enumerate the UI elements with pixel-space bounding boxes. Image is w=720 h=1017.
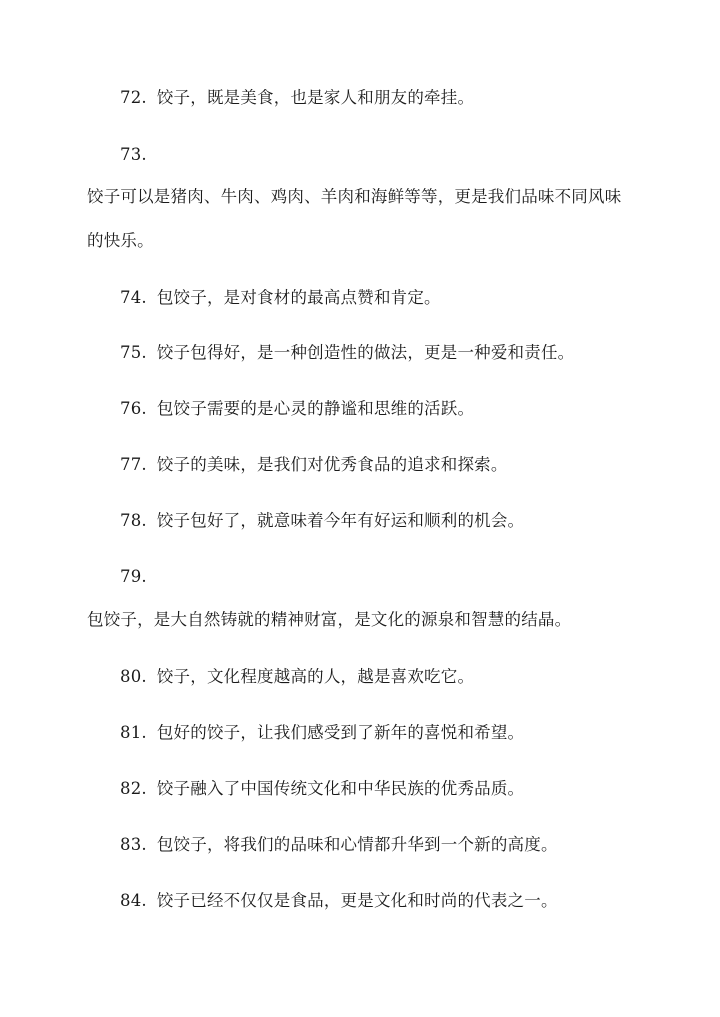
- item-text: 饺子，文化程度越高的人，越是喜欢吃它。: [156, 667, 475, 686]
- item-number: 84.: [120, 891, 147, 910]
- list-item: [120, 891, 558, 911]
- list-item: [120, 88, 474, 108]
- item-number: 80.: [120, 667, 147, 686]
- item-number: 81.: [120, 723, 147, 742]
- item-text: 包饺子，将我们的品味和心情都升华到一个新的高度。: [156, 835, 558, 854]
- list-item: [120, 779, 524, 799]
- item-number: 83.: [120, 835, 147, 854]
- item-number: 82.: [120, 779, 147, 798]
- item-number: 73.: [120, 145, 147, 164]
- item-text: 包饺子需要的是心灵的静谧和思维的活跃。: [156, 399, 475, 418]
- item-number: 75.: [120, 343, 147, 362]
- item-text: 饺子，既是美食，也是家人和朋友的牵挂。: [156, 88, 475, 107]
- list-item: [120, 511, 524, 531]
- item-text: 饺子融入了中国传统文化和中华民族的优秀品质。: [156, 779, 525, 798]
- item-number: 76.: [120, 399, 147, 418]
- item-text-continuation: 的快乐。: [87, 231, 154, 250]
- item-number: 78.: [120, 511, 147, 530]
- list-item-text-line: [87, 187, 621, 207]
- list-item-text-continuation: [87, 231, 154, 251]
- list-item: [120, 288, 441, 308]
- list-item-text-line: [87, 610, 571, 630]
- list-item: [120, 455, 508, 475]
- item-text: 包饺子，是对食材的最高点赞和肯定。: [156, 288, 441, 307]
- list-item: [120, 343, 574, 363]
- item-number: 77.: [120, 455, 147, 474]
- list-item-number-line: [120, 567, 147, 587]
- item-number: 74.: [120, 288, 147, 307]
- list-item: [120, 399, 474, 419]
- list-item-number-line: [120, 145, 147, 165]
- item-number: 72.: [120, 88, 147, 107]
- item-text: 饺子包好了，就意味着今年有好运和顺利的机会。: [156, 511, 525, 530]
- item-text: 饺子的美味，是我们对优秀食品的追求和探索。: [156, 455, 508, 474]
- item-number: 79.: [120, 567, 147, 586]
- item-text: 包好的饺子，让我们感受到了新年的喜悦和希望。: [156, 723, 525, 742]
- item-text: 包饺子，是大自然铸就的精神财富，是文化的源泉和智慧的结晶。: [87, 610, 572, 629]
- list-item: [120, 723, 524, 743]
- list-item: [120, 667, 474, 687]
- list-item: [120, 835, 558, 855]
- item-text: 饺子包得好，是一种创造性的做法，更是一种爱和责任。: [156, 343, 575, 362]
- item-text: 饺子已经不仅仅是食品，更是文化和时尚的代表之一。: [156, 891, 558, 910]
- item-text: 饺子可以是猪肉、牛肉、鸡肉、羊肉和海鲜等等，更是我们品味不同风味: [87, 187, 622, 206]
